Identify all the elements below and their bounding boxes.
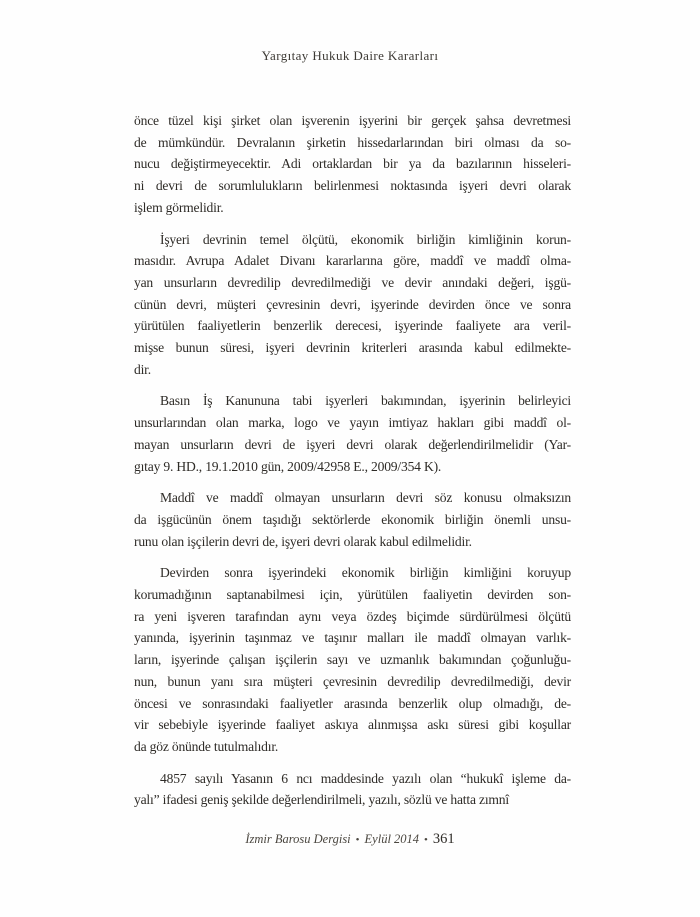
text-line: nun, bunun yanı sıra müşteri çevresinin devredilip devredilmediği, devir <box>134 673 571 689</box>
text-line: masıdır. Avrupa Adalet Divanı kararlarına göre, maddî ve maddî olma- <box>134 253 571 269</box>
text-line: gıtay 9. HD., 19.1.2010 gün, 2009/42958 E., 2009/354 K). <box>134 458 442 474</box>
running-head: Yargıtay Hukuk Daire Kararları <box>261 48 439 63</box>
paragraph <box>134 562 571 757</box>
body-text <box>134 110 571 821</box>
text-line: yan unsurların devredilip devredilmediği ve devir anındaki değeri, işgü- <box>134 274 571 290</box>
page-footer <box>0 831 700 848</box>
text-line: runu olan işçilerin devri de, işyeri devri olarak kabul edilmelidir. <box>134 533 472 549</box>
text-line: işlem görmelidir. <box>134 199 224 215</box>
paragraph <box>134 110 571 219</box>
text-line: unsurlarından olan marka, logo ve yayın imtiyaz hakları gibi maddî ol- <box>134 415 571 431</box>
paragraph <box>134 768 571 811</box>
text-line: cünün devri, müşteri çevresinin devri, işyerinde devirden önce ve sonra <box>134 296 571 312</box>
text-line: Devirden sonra işyerindeki ekonomik birliğin kimliğini koruyup <box>160 565 571 581</box>
text-line: öncesi ve sonrasındaki faaliyetler arasında benzerlik olup olmadığı, de- <box>134 695 571 711</box>
text-line: da işgücünün önem taşıdığı sektörlerde ekonomik birliğin önemli unsu- <box>134 511 571 527</box>
text-line: İşyeri devrinin temel ölçütü, ekonomik birliğin kimliğinin korun- <box>160 231 571 247</box>
text-line: nucu değiştirmeyecektir. Adi ortaklardan bir ya da bazılarının hisseleri- <box>134 156 571 172</box>
text-line: dir. <box>134 361 151 377</box>
text-line: ların, işyerinde çalışan işçilerin sayı ve uzmanlık bakımından çoğunluğu- <box>134 652 571 668</box>
bullet-separator: • <box>424 834 428 846</box>
text-line: yürütülen faaliyetlerin benzerlik derecesi, işyerinde faaliyete ara veril- <box>134 318 571 334</box>
text-line: önce tüzel kişi şirket olan işverenin işyerini bir gerçek şahsa devretmesi <box>134 113 571 128</box>
issue-date: Eylül 2014 <box>364 832 420 846</box>
paragraph <box>134 487 571 552</box>
text-line: da göz önünde tutulmalıdır. <box>134 738 279 754</box>
text-line: Basın İş Kanununa tabi işyerleri bakımından, işyerinin belirleyici <box>160 393 571 409</box>
bullet-separator: • <box>355 834 360 846</box>
text-line: mişse bunun süresi, işyeri devrinin kriterleri arasında kabul edilmekte- <box>134 340 571 356</box>
text-line: ra yeni işveren tarafından aynı veya özdeş biçimde sürdürülmesi ölçütü <box>134 608 571 624</box>
paragraph <box>134 229 571 381</box>
text-line: Maddî ve maddî olmayan unsurların devri söz konusu olmaksızın <box>160 490 571 506</box>
text-line: korumadığının saptanabilmesi için, yürütülen faaliyetin devirden son- <box>134 587 571 603</box>
text-line: 4857 sayılı Yasanın 6 ncı maddesinde yazılı olan “hukukî işleme da- <box>160 770 571 786</box>
page-number: 361 <box>432 831 455 847</box>
text-line: de mümkündür. Devralanın şirketin hissedarlarından biri olması da so- <box>134 134 571 150</box>
text-line: mayan unsurların devri de işyeri devri olarak değerlendirilmelidir (Yar- <box>134 436 571 452</box>
text-line: yanında, işyerinin taşınmaz ve taşınır malları ile maddî olmayan varlık- <box>134 630 571 646</box>
journal-name: İzmir Barosu Dergisi <box>245 832 351 846</box>
text-line: vir sebebiyle işyerinde faaliyet askıya alınmışsa askı süresi gibi koşullar <box>134 717 571 733</box>
text-line: yalı” ifadesi geniş şekilde değerlendirilmeli, yazılı, sözlü ve hatta zımnî <box>134 792 509 808</box>
paragraph <box>134 390 571 477</box>
text-line: ni devri de sorumlulukların belirlenmesi noktasında işyeri devri olarak <box>134 178 571 194</box>
